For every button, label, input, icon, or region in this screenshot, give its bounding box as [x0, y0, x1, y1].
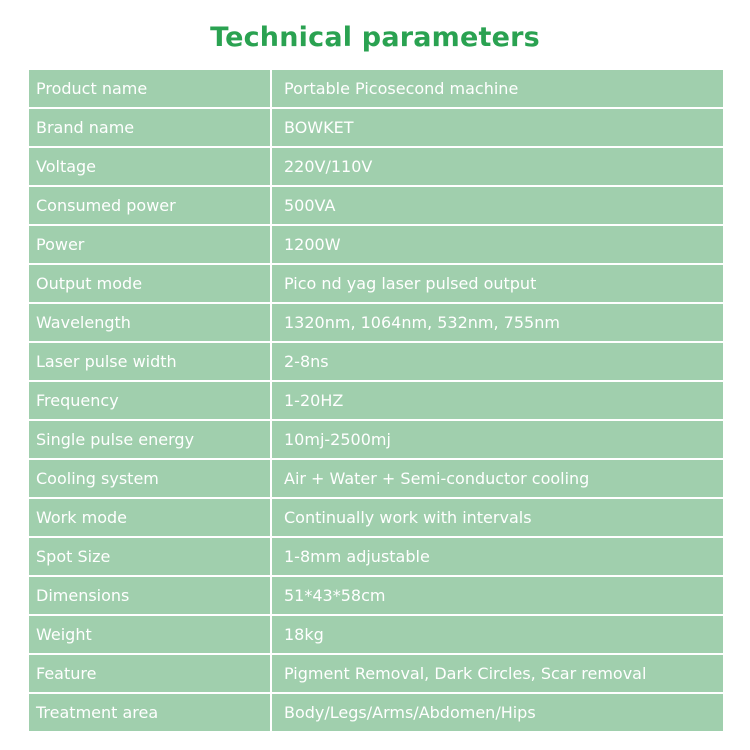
row-value: Body/Legs/Arms/Abdomen/Hips — [272, 694, 723, 731]
row-value: 18kg — [272, 616, 723, 653]
row-value: 1200W — [272, 226, 723, 263]
row-value: Pigment Removal, Dark Circles, Scar removal — [272, 655, 723, 692]
row-label: Work mode — [29, 499, 270, 536]
table-row — [29, 343, 723, 380]
table-row — [29, 421, 723, 458]
table-row — [29, 538, 723, 575]
page-title: Technical parameters — [210, 22, 540, 53]
row-value: 51*43*58cm — [272, 577, 723, 614]
row-label: Laser pulse width — [29, 343, 270, 380]
row-value: Air + Water + Semi-conductor cooling — [272, 460, 723, 497]
row-label: Dimensions — [29, 577, 270, 614]
row-value: Portable Picosecond machine — [272, 70, 723, 107]
row-label: Consumed power — [29, 187, 270, 224]
row-label: Product name — [29, 70, 270, 107]
table-row — [29, 226, 723, 263]
row-value: 220V/110V — [272, 148, 723, 185]
row-label: Weight — [29, 616, 270, 653]
table-row — [29, 499, 723, 536]
row-label: Treatment area — [29, 694, 270, 731]
row-label: Output mode — [29, 265, 270, 302]
table-row — [29, 616, 723, 653]
table-row — [29, 460, 723, 497]
row-label: Frequency — [29, 382, 270, 419]
row-label: Power — [29, 226, 270, 263]
table-row — [29, 148, 723, 185]
row-label: Brand name — [29, 109, 270, 146]
row-value: 500VA — [272, 187, 723, 224]
row-value: Pico nd yag laser pulsed output — [272, 265, 723, 302]
table-row — [29, 109, 723, 146]
row-value: 2-8ns — [272, 343, 723, 380]
table-row — [29, 265, 723, 302]
row-label: Feature — [29, 655, 270, 692]
table-row — [29, 577, 723, 614]
row-value: Continually work with intervals — [272, 499, 723, 536]
table-row — [29, 304, 723, 341]
row-label: Cooling system — [29, 460, 270, 497]
table-row — [29, 187, 723, 224]
table-row — [29, 382, 723, 419]
row-value: 1-8mm adjustable — [272, 538, 723, 575]
table-row — [29, 70, 723, 107]
row-label: Spot Size — [29, 538, 270, 575]
row-label: Voltage — [29, 148, 270, 185]
table-row — [29, 655, 723, 692]
row-label: Wavelength — [29, 304, 270, 341]
row-value: 10mj-2500mj — [272, 421, 723, 458]
row-value: BOWKET — [272, 109, 723, 146]
row-value: 1320nm, 1064nm, 532nm, 755nm — [272, 304, 723, 341]
row-value: 1-20HZ — [272, 382, 723, 419]
technical-parameters-table — [29, 70, 723, 733]
table-row — [29, 694, 723, 731]
row-label: Single pulse energy — [29, 421, 270, 458]
